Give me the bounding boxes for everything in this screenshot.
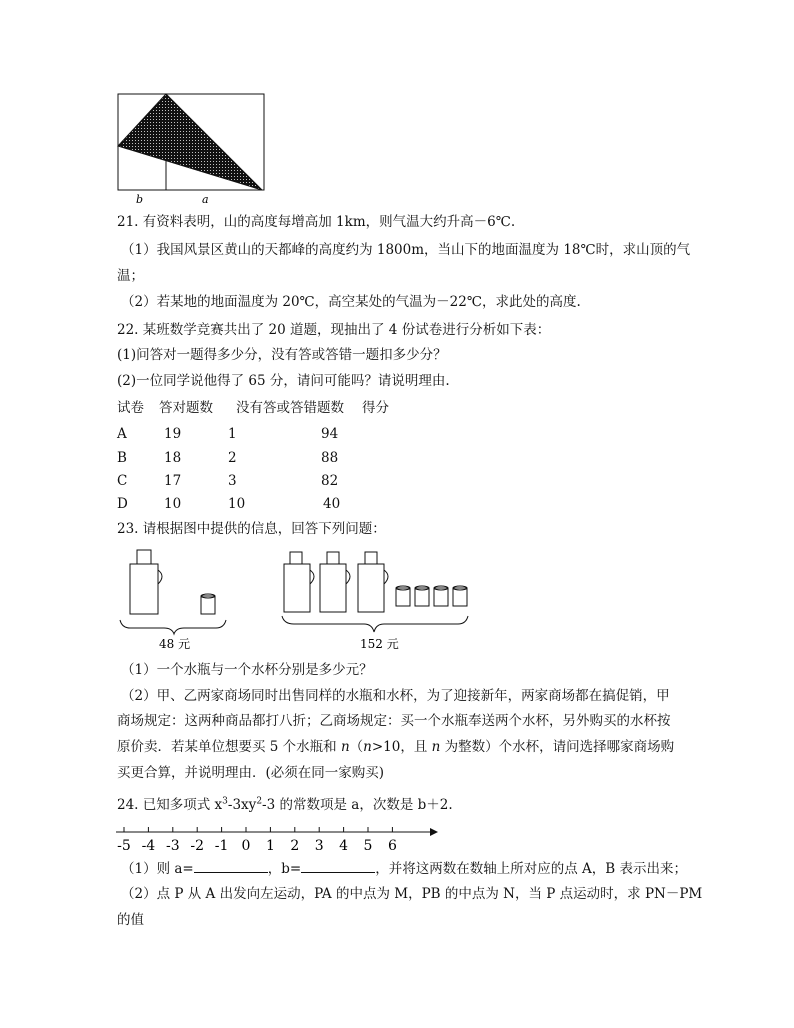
q22-stem: 22. 某班数学竞赛共出了 20 道题，现抽出了 4 份试卷进行分析如下表： xyxy=(117,322,551,338)
text-segment: >10，且 xyxy=(371,739,432,755)
q23-part1: （1）一个水瓶与一个水杯分别是多少元？ xyxy=(121,662,373,678)
table-cell: B xyxy=(117,450,127,466)
table-cell: D xyxy=(117,496,128,512)
cup-icon xyxy=(201,594,215,614)
tick-label: -3 xyxy=(165,838,180,854)
axis-arrow xyxy=(430,828,438,836)
table-cell: 82 xyxy=(321,473,339,489)
superscript: 3 xyxy=(222,796,228,807)
variable-n: n xyxy=(340,739,350,755)
table-cell: 2 xyxy=(228,450,237,466)
table-cell: 88 xyxy=(321,450,339,466)
q22-part1: (1)问答对一题得多少分，没有答或答错一题扣多少分？ xyxy=(117,347,447,363)
text-segment: -3 的常数项是 a，次数是 b＋2. xyxy=(262,797,453,813)
water-bottle-icon xyxy=(130,550,162,614)
q23-part2-line1: （2）甲、乙两家商场同时出售同样的水瓶和水杯，为了迎接新年，两家商场都在搞促销，甲 xyxy=(121,688,670,704)
table-cell: 10 xyxy=(228,496,246,512)
q21-part1-line1: （1）我国风景区黄山的天都峰的高度约为 1800m，当山下的地面温度为 18℃时，求山顶的气 xyxy=(121,242,691,258)
label-b: b xyxy=(136,193,144,206)
answer-blank-b[interactable] xyxy=(301,858,375,873)
table-cell: 17 xyxy=(164,473,182,489)
cup-icon xyxy=(434,586,448,606)
answer-blank-a[interactable] xyxy=(194,858,268,873)
table-cell: 1 xyxy=(228,426,237,442)
q24-part1 xyxy=(121,858,687,879)
q24-part2-line1: （2）点 P 从 A 出发向左运动，PA 的中点为 M，PB 的中点为 N，当 P 点运动时，求 PN－PM xyxy=(121,886,703,902)
cup-icon xyxy=(396,586,410,606)
price-right: 152 元 xyxy=(360,637,399,651)
bottles-cups-figure xyxy=(112,546,472,656)
table-cell: C xyxy=(117,473,128,489)
q23-part2-line3 xyxy=(117,737,674,757)
brace-left xyxy=(120,620,226,634)
tick-label: 1 xyxy=(265,838,275,854)
header-cell: 试卷 xyxy=(117,400,144,416)
text-segment: （ xyxy=(349,739,364,755)
text-segment: -3xy xyxy=(227,797,257,813)
table-cell: 3 xyxy=(228,473,237,489)
tick-label: -5 xyxy=(117,838,131,854)
variable-n: n xyxy=(363,739,372,755)
tick-label: 5 xyxy=(363,838,373,854)
table-cell: 18 xyxy=(164,450,182,466)
table-cell: 19 xyxy=(164,426,182,442)
shaded-triangle xyxy=(118,94,262,190)
table-cell: A xyxy=(117,426,127,442)
number-line xyxy=(112,822,442,856)
header-cell: 没有答或答错题数 xyxy=(236,400,344,416)
cup-icon xyxy=(453,586,467,606)
table-cell: 10 xyxy=(164,496,182,512)
label-a: a xyxy=(202,193,209,206)
text-segment: 原价卖．若某单位想要买 5 个水瓶和 xyxy=(117,739,341,755)
table-cell: 94 xyxy=(321,426,339,442)
q23-part2-line4: 买更合算，并说明理由．(必须在同一家购买) xyxy=(117,765,385,781)
text-segment: ，并将这两数在数轴上所对应的点 A，B 表示出来； xyxy=(375,861,687,877)
text-segment: 24. 已知多项式 x xyxy=(117,797,223,813)
tick-label: 2 xyxy=(290,838,300,854)
water-bottle-icon xyxy=(284,552,314,612)
q23-stem: 23. 请根据图中提供的信息，回答下列问题： xyxy=(117,521,386,537)
text-segment: （1）则 a= xyxy=(121,861,194,877)
q22-part2: (2)一位同学说他得了 65 分，请问可能吗？请说明理由. xyxy=(117,373,450,389)
price-left: 48 元 xyxy=(159,637,191,651)
q24-part2-line2: 的值 xyxy=(117,912,144,928)
text-segment: ，b= xyxy=(267,861,302,877)
q21-stem: 21. 有资料表明，山的高度每增高加 1km，则气温大约升高－6℃. xyxy=(117,214,516,230)
header-cell: 答对题数 xyxy=(159,400,213,416)
cup-icon xyxy=(415,586,429,606)
variable-n: n xyxy=(431,739,441,755)
tick-label: 6 xyxy=(387,838,397,854)
tick-label: 0 xyxy=(241,838,251,854)
tick-label: -1 xyxy=(214,838,229,854)
brace-right xyxy=(282,616,468,632)
tick-label: 3 xyxy=(314,838,324,854)
tick-label: -4 xyxy=(141,838,156,854)
water-bottle-icon xyxy=(358,552,388,612)
tick-label: 4 xyxy=(339,838,349,854)
q24-stem xyxy=(117,795,453,815)
superscript: 2 xyxy=(256,796,263,807)
text-segment: 为整数）个水杯，请问选择哪家商场购 xyxy=(440,739,675,755)
table-cell: 40 xyxy=(323,496,341,512)
q21-part1-line2: 温； xyxy=(117,268,144,284)
q23-part2-line2: 商场规定：这两种商品都打八折；乙商场规定：买一个水瓶奉送两个水杯，另外购买的水杯按 xyxy=(117,713,671,729)
tick-label: -2 xyxy=(190,838,205,854)
geometry-figure xyxy=(110,88,270,208)
q21-part2: （2）若某地的地面温度为 20℃，高空某处的气温为－22℃，求此处的高度. xyxy=(121,294,581,310)
header-cell: 得分 xyxy=(362,400,389,416)
water-bottle-icon xyxy=(320,552,350,612)
